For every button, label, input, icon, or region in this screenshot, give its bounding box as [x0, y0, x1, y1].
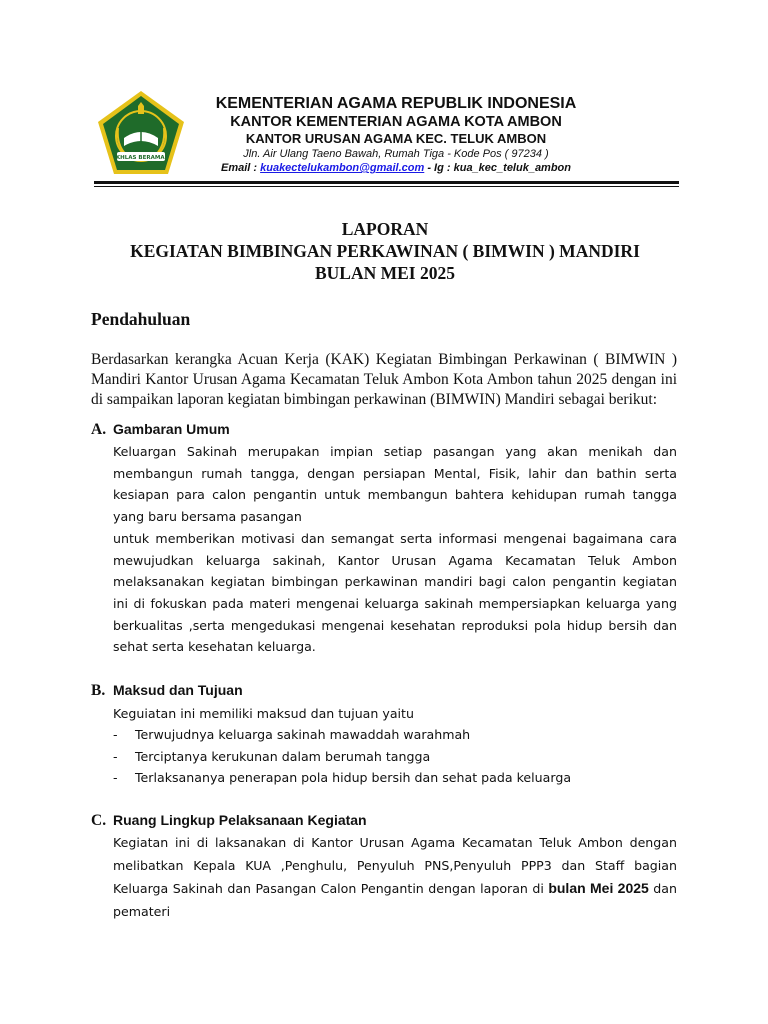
list-item: - Terwujudnya keluarga sakinah mawaddah warahmah: [113, 727, 471, 742]
section-c-body: [113, 831, 677, 923]
section-a-paragraph-1: Keluargan Sakinah merupakan impian setiap pasangan yang akan menikah dan membangun rumah tangga, dengan persiapan Mental, Fisik, lahir dan bathin serta kesiapan para calon pengantin untuk membangun bahtera kehidupan rumah tangga yang baru bersama pasangan: [113, 444, 677, 525]
intro-heading: Pendahuluan: [91, 309, 191, 329]
section-c-title: Ruang Lingkup Pelaksanaan Kegiatan: [113, 812, 367, 828]
section-c-letter: C.: [91, 812, 107, 829]
logo-motto: IKHLAS BERAMAL: [113, 155, 169, 161]
letterhead-rule-thick: [94, 181, 679, 184]
section-b-letter: B.: [91, 682, 106, 699]
title-line-3: BULAN MEI 2025: [314, 263, 455, 283]
objectives-list: [113, 724, 677, 789]
intro-paragraph: Berdasarkan kerangka Acuan Kerja (KAK) Kegiatan Bimbingan Perkawinan ( BIMWIN ) Mandiri Kantor Urusan Agama Kecamatan Teluk Ambon Kota Ambon tahun 2025 dengan ini di sampaikan laporan kegiatan bimbingan perkawinan (BIMWIN) Mandiri sebagai berikut:: [91, 351, 677, 408]
letterhead-office: KANTOR KEMENTERIAN AGAMA KOTA AMBON: [230, 114, 562, 130]
report-period: bulan Mei 2025: [548, 880, 649, 896]
list-item: - Terciptanya kerukunan dalam berumah tangga: [113, 748, 431, 764]
ministry-logo: [94, 88, 188, 180]
title-line-1: LAPORAN: [341, 219, 429, 239]
section-a-title: Gambaran Umum: [113, 421, 230, 437]
title-line-2: KEGIATAN BIMBINGAN PERKAWINAN ( BIMWIN ) MANDIRI: [130, 241, 640, 261]
letterhead-rule-thin: [94, 186, 679, 187]
email-link[interactable]: kuakectelukambon@gmail.com: [260, 162, 425, 174]
email-label: Email :: [220, 162, 261, 174]
section-b-body: [113, 703, 677, 789]
report-title: [90, 218, 680, 284]
letterhead-kua: KANTOR URUSAN AGAMA KEC. TELUK AMBON: [245, 131, 547, 146]
section-a-letter: A.: [91, 421, 107, 438]
section-b-title: Maksud dan Tujuan: [113, 682, 243, 698]
letterhead-ministry: KEMENTERIAN AGAMA REPUBLIK INDONESIA: [215, 95, 577, 112]
section-a-paragraph-2: untuk memberikan motivasi dan semangat serta informasi mengenai bagaimana cara mewujudkan keluarga sakinah, Kantor Urusan Agama Kecamatan Teluk Ambon melaksanakan kegiatan bimbingan perkawinan mandiri bagi calon pengantin kegiatan ini di fokuskan pada materi mengenai keluarga sakinah mempersiapkan keluarga yang berkualitas ,serta mengedukasi mengenai kesehatan reproduksi pola hidup bersih dan sehat serta kesehatan keluarga.: [113, 530, 677, 655]
section-c-heading: [91, 812, 367, 830]
section-a-body: [113, 441, 677, 658]
ministry-emblem-icon: [94, 88, 188, 180]
letterhead: [192, 94, 600, 175]
section-a-heading: [91, 421, 230, 439]
section-b-heading: [91, 682, 243, 700]
list-item: - Terlaksananya penerapan pola hidup bersih dan sehat pada keluarga: [113, 770, 572, 785]
instagram-handle: - Ig : kua_kec_teluk_ambon: [424, 162, 571, 174]
letterhead-contact: [192, 161, 600, 175]
section-b-lead: Keguiatan ini memiliki maksud dan tujuan yaitu: [113, 706, 414, 721]
section-c-paragraph: Kegiatan ini di laksanakan di Kantor Urusan Agama Kecamatan Teluk Ambon dengan melibatkan Kepala KUA ,Penghulu, Penyuluh PNS,Penyuluh PPP3 dan Staff bagian Keluarga Sakinah dan Pasangan Calon Pengantin dengan laporan di bulan Mei 2025 dan pemateri: [113, 835, 677, 919]
letterhead-address: Jln. Air Ulang Taeno Bawah, Rumah Tiga - Kode Pos ( 97234 ): [243, 148, 549, 160]
